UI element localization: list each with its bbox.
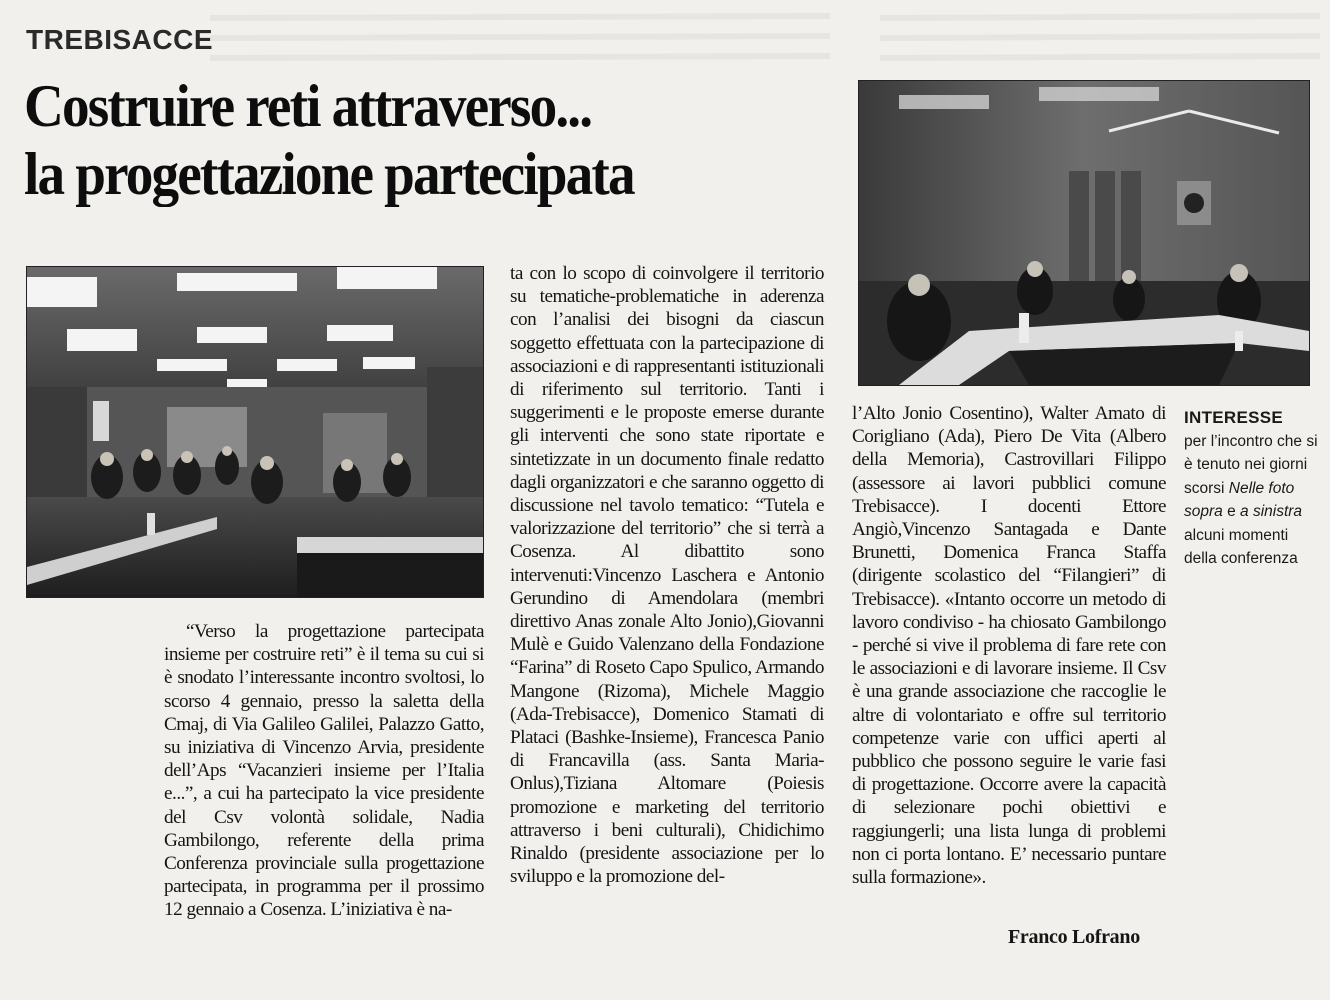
conference-table-photo bbox=[858, 80, 1310, 386]
caption-italic-2: a sinistra bbox=[1240, 503, 1303, 520]
caption-text-2: e bbox=[1222, 503, 1241, 520]
headline-line-1: Costruire reti attraverso... bbox=[24, 73, 592, 139]
caption-text-3: alcuni momenti della conferenza bbox=[1184, 526, 1298, 567]
section-label: TREBISACCE bbox=[26, 24, 214, 55]
article-column-3: l’Alto Jonio Cosentino), Walter Amato di Corigliano (Ada), Piero De Vita (Albero della Memoria), Castrovillari Filippo (assessore ai lavori pubblici comune Trebisacce). I docenti Ettore Angiò,Vincenzo Santagada e Dante Brunetti, Domenica Franca Staffa (dirigente scolastico del “Filangieri” di Trebisacce). «Intanto occorre un metodo di lavoro condiviso - ha chiosato Gambilongo - perché si vive il problema di fare rete con le associazioni e di lavorare insieme. Il Csv è una grande associazione che raccoglie le altre di volontariato e offre sul territorio competenze varie con uffici aperti al pubblico che possono seguire le varie fasi di progettazione. Occorre avere la capacità di selezionare pochi obiettivi e raggiungerli; una lista lunga di problemi non ci porta lontano. E’ necessario puntare sulla formazione». bbox=[852, 403, 1166, 889]
meeting-room-photo bbox=[26, 266, 484, 598]
article-column-2: ta con lo scopo di coinvolgere il territorio su tematiche-problematiche in aderenza con l’analisi dei bisogni da ciascun soggetto effettuata con la partecipazione di associazioni e di rappresentanti istituzionali di riferimento sul territorio. Tanti i suggerimenti e le proposte emerse durante gli interventi che sono state riportate e sintetizzate in un documento finale redatto dagli organizzatori e che saranno oggetto di discussione nel tavolo tematico: “Tutela e valorizzazione del territorio” che si terrà a Cosenza. Al dibattito sono intervenuti:Vincenzo Laschera e Antonio Gerundino di Amendolara (membri direttivo Anas zonale Alto Jonio),Giovanni Mulè e Guido Valenzano della Fondazione “Farina” di Roseto Capo Spulico, Armando Mangone (Rizoma), Michele Maggio (Ada-Trebisacce), Domenico Stamati di Plataci (Bashke-Insieme), Francesca Panio di Francavilla (ass. Santa Maria-Onlus),Tiziana Altomare (Poiesis promozione e marketing del territorio attraverso i beni culturali), Chidichimo Rinaldo (presidente associazione per lo sviluppo e la promozione del- bbox=[510, 263, 824, 888]
caption-italic-1: Nelle foto sopra bbox=[1184, 479, 1295, 520]
article-column-1: “Verso la progettazione partecipata insieme per costruire reti” è il tema su cui si è snodato l’interessante incontro svoltosi, lo scorso 4 gennaio, presso la saletta della Cmaj, di Via Galileo Galilei, Palazzo Gatto, su iniziativa di Vincenzo Arvia, presidente dell’Aps “Vacanzieri insieme per l’Italia e...”, a cui ha partecipato la vice presidente del Csv volontà solidale, Nadia Gambilongo, referente della prima Conferenza provinciale sulla progettazione partecipata, in programma per il prossimo 12 gennaio a Cosenza. L’iniziativa è na- bbox=[164, 621, 484, 921]
author-signature: Franco Lofrano bbox=[1008, 926, 1140, 948]
headline bbox=[24, 72, 778, 208]
headline-line-2: la progettazione partecipata bbox=[24, 141, 634, 207]
caption-title: INTERESSE bbox=[1184, 408, 1284, 427]
caption-text-1: per l’incontro che si è tenuto nei giorni scorsi bbox=[1184, 432, 1318, 497]
photo-caption bbox=[1184, 406, 1320, 571]
